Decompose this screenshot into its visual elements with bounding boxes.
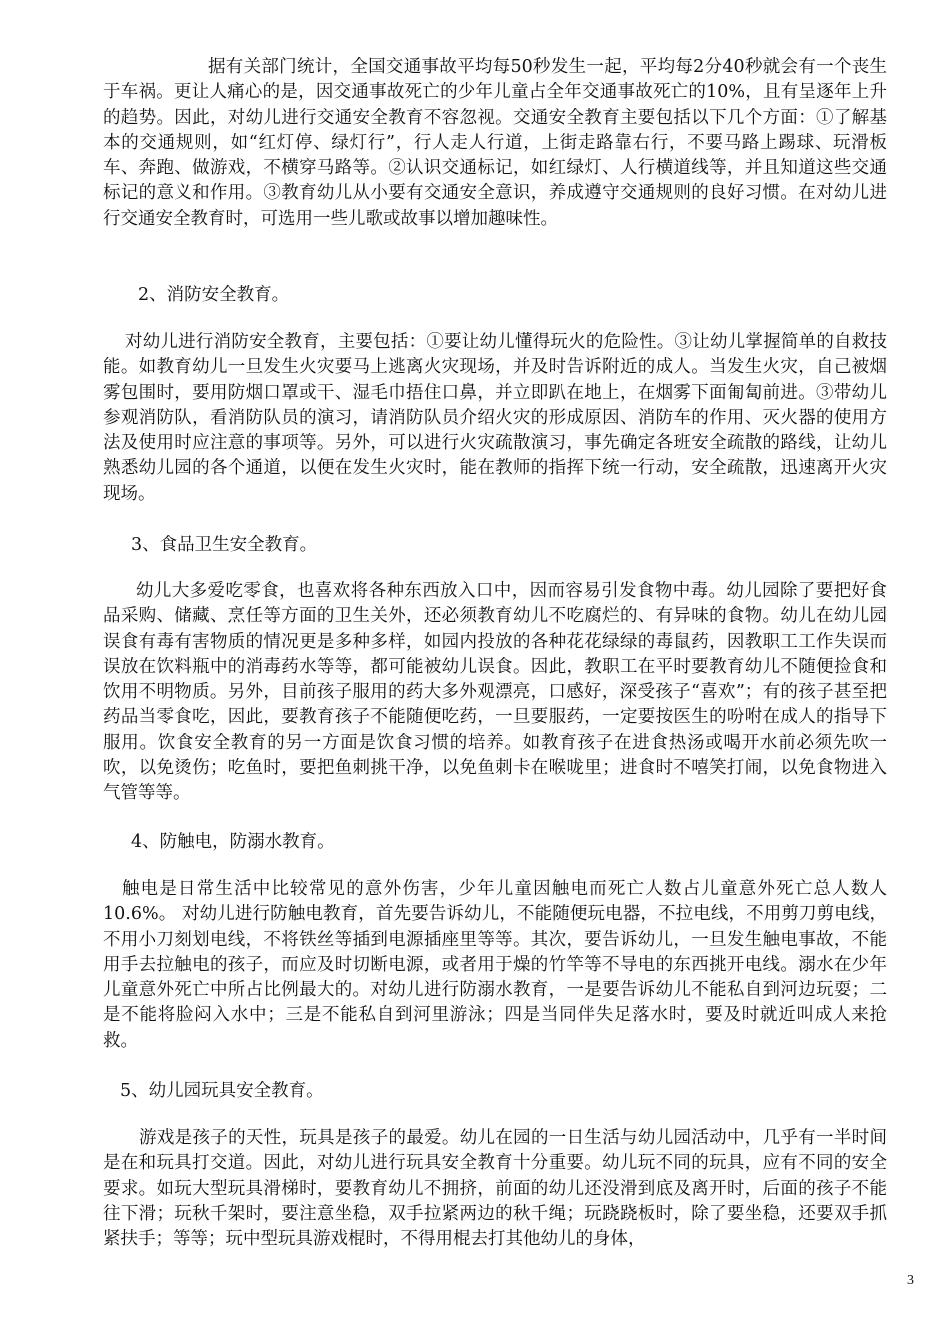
paragraph-food-safety: 幼儿大多爱吃零食，也喜欢将各种东西放入口中，因而容易引发食物中毒。幼儿园除了要把好食品采购、储藏、烹任等方面的卫生关外，还必须教育幼儿不吃腐烂的、有异味的食物。幼儿在幼儿园误食有毒有害物质的情况更是多种多样，如园内投放的各种花花绿绿的毒鼠药，因教职工工作失误而误放在饮料瓶中的消毒药水等等，都可能被幼儿误食。因此，教职工在平时要教育幼儿不随便捡食和饮用不明物质。另外，目前孩子服用的药大多外观漂亮，口感好，深受孩子“喜欢”；有的孩子甚至把药品当零食吃，因此，要教育孩子不能随便吃药，一旦要服药，一定要按医生的吩咐在成人的指导下服用。饮食安全教育的另一方面是饮食习惯的培养。如教育孩子在进食热汤或喝开水前必须先吹一吹，以免烫伤；吃鱼时，要把鱼刺挑干净，以免鱼刺卡在喉咙里；进食时不嘻笑打闹，以免食物进入气管等等。: [103, 581, 887, 804]
heading-food-safety: 3、食品卫生安全教育。: [131, 535, 318, 555]
page-number: 3: [907, 1273, 914, 1288]
paragraph-electric-water-safety: 触电是日常生活中比较常见的意外伤害，少年儿童因触电而死亡人数占儿童意外死亡总人数人 10.6%。 对幼儿进行防触电教育，首先要告诉幼儿，不能随便玩电器，不拉电线，不用剪刀剪电线，不用小刀刻划电线，不将铁丝等插到电源插座里等等。其次，要告诉幼儿，一旦发生触电事故，不能用手去拉触电的孩子，而应及时切断电源，或者用于燥的竹竿等不导电的东西挑开电线。溺水在少年儿童意外死亡中所占比例最大的。对幼儿进行防溺水教育，一是要告诉幼儿不能私自到河边玩耍；二是不能将脸闷入水中；三是不能私自到河里游泳；四是当同伴失足落水时，要及时就近叫成人来抢救。: [103, 879, 887, 1051]
paragraph-fire-safety: 对幼儿进行消防安全教育，主要包括：①要让幼儿懂得玩火的危险性。③让幼儿掌握简单的自救技能。如教育幼儿一旦发生火灾要马上逃离火灾现场，并及时告诉附近的成人。当发生火灾，自己被烟雾包围时，要用防烟口罩或干、湿毛巾捂住口鼻，并立即趴在地上，在烟雾下面匍匐前进。③带幼儿参观消防队，看消防队员的演习，请消防队员介绍火灾的形成原因、消防车的作用、灭火器的使用方法及使用时应注意的事项等。另外，可以进行火灾疏散演习，事先确定各班安全疏散的路线，让幼儿熟悉幼儿园的各个通道，以便在发生火灾时，能在教师的指挥下统一行动，安全疏散，迅速离开火灾现场。: [103, 332, 887, 504]
heading-electric-water-safety: 4、防触电，防溺水教育。: [131, 832, 335, 852]
paragraph-toy-safety: 游戏是孩子的天性，玩具是孩子的最爱。幼儿在园的一日生活与幼儿园活动中，几乎有一半时间是在和玩具打交道。因此，对幼儿进行玩具安全教育十分重要。幼儿玩不同的玩具，应有不同的安全要求。如玩大型玩具滑梯时，要教育幼儿不拥挤，前面的幼儿还没滑到底及离开时，后面的孩子不能往下滑；玩秋千架时，要注意坐稳，双手拉紧两边的秋千绳；玩跷跷板时，除了要坐稳，还要双手抓紧扶手；等等；玩中型玩具游戏棍时，不得用棍去打其他幼儿的身体，: [103, 1128, 887, 1250]
heading-toy-safety: 5、幼儿园玩具安全教育。: [120, 1081, 324, 1101]
paragraph-traffic-safety: 据有关部门统计，全国交通事故平均每50秒发生一起，平均每2分40秒就会有一个丧生于车祸。更让人痛心的是，因交通事故死亡的少年儿童占全年交通事故死亡的10%，且有呈逐年上升的趋势。因此，对幼儿进行交通安全教育不容忽视。交通安全教育主要包括以下几个方面：①了解基本的交通规则，如“红灯停、绿灯行”，行人走人行道，上街走路靠右行，不要马路上踢球、玩滑板车、奔跑、做游戏，不横穿马路等。②认识交通标记，如红绿灯、人行横道线等，并且知道这些交通标记的意义和作用。③教育幼儿从小要有交通安全意识，养成遵守交通规则的良好习惯。在对幼儿进行交通安全教育时，可选用一些儿歌或故事以增加趣味性。: [103, 57, 887, 229]
heading-fire-safety: 2、消防安全教育。: [138, 285, 290, 305]
